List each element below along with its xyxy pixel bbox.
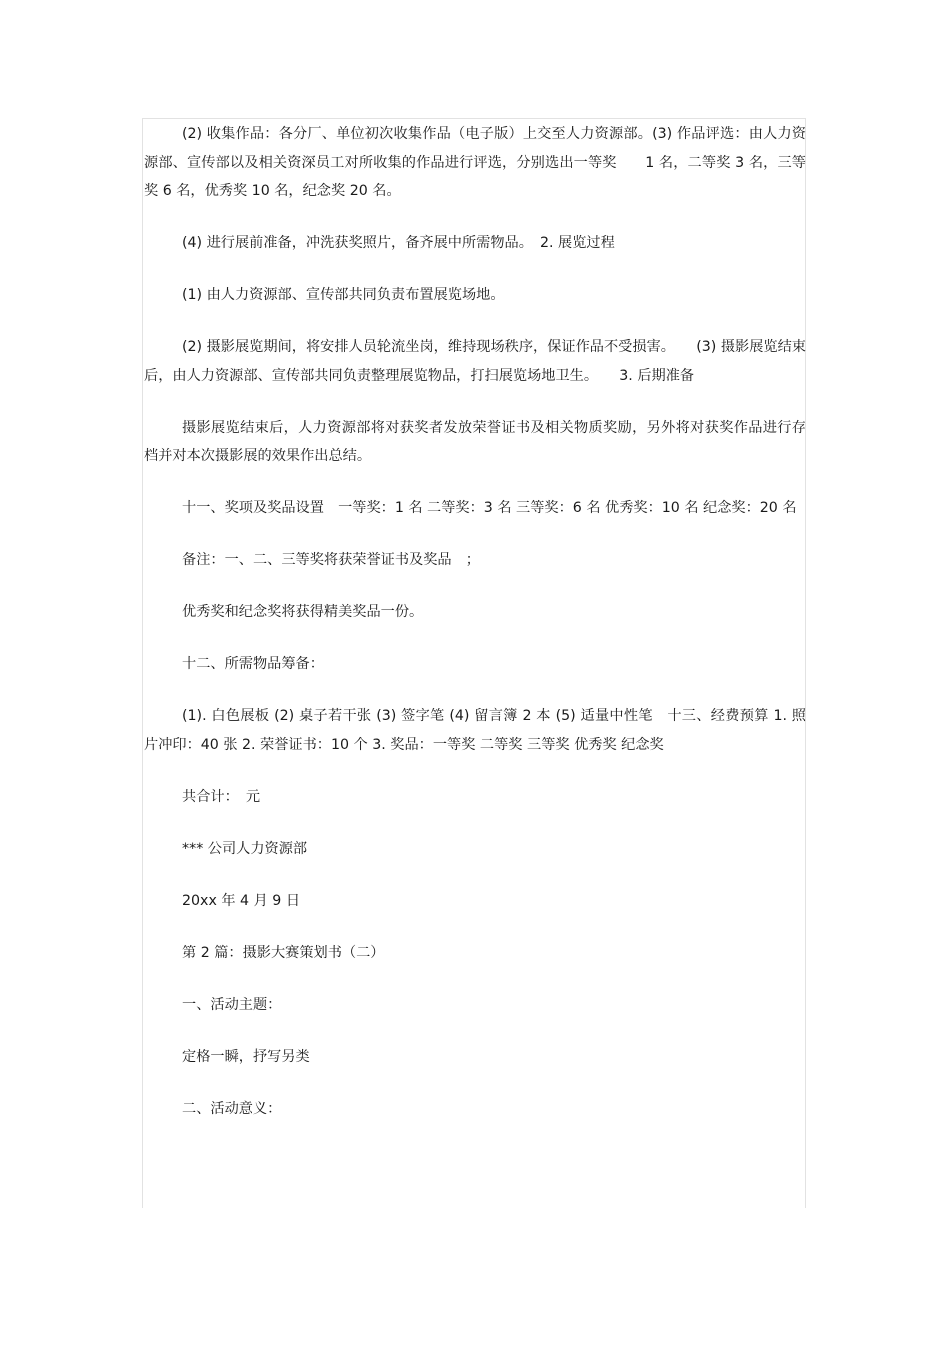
paragraph-remark-2: 优秀奖和纪念奖将获得精美奖品一份。 <box>182 604 424 620</box>
document-body <box>144 120 806 1147</box>
signature-department: *** 公司人力资源部 <box>182 840 308 857</box>
paragraph-remark: 备注：一、二、三等奖将获荣誉证书及奖品 ； <box>182 552 480 568</box>
paragraph-theme: 定格一瞬，抒写另类 <box>182 1048 310 1065</box>
paragraph-awards: 十一、奖项及奖品设置 一等奖：1 名 二等奖：3 名 三等奖：6 名 优秀奖：10 名 纪念奖：20 名 <box>182 500 797 516</box>
paragraph-total: 共合计： 元 <box>182 788 261 805</box>
paragraph-post-exhibition: 摄影展览结束后，人力资源部将对获奖者发放荣誉证书及相关物质奖励，另外将对获奖作品进行存档并对本次摄影展的效果作出总结。 <box>144 419 806 464</box>
heading-theme: 一、活动主题： <box>182 996 282 1013</box>
heading-significance: 二、活动意义： <box>182 1100 282 1117</box>
paragraph-collect-works: (2) 收集作品：各分厂、单位初次收集作品（电子版）上交至人力资源部。(3) 作品评选：由人力资源部、宣传部以及相关资深员工对所收集的作品进行评选，分别选出一等奖 1 名，二等奖 3 名，三等奖 6 名，优秀奖 10 名，纪念奖 20 名。 <box>144 126 806 199</box>
paragraph-materials-budget: (1). 白色展板 (2) 桌子若干张 (3) 签字笔 (4) 留言簿 2 本 (5) 适量中性笔 十三、经费预算 1. 照片冲印：40 张 2. 荣誉证书：10 个 3. 奖品：一等奖 二等奖 三等奖 优秀奖 纪念奖 <box>144 708 806 753</box>
paragraph-exhibition-period: (2) 摄影展览期间，将安排人员轮流坐岗，维持现场秩序，保证作品不受损害。 (3) 摄影展览结束后，由人力资源部、宣传部共同负责整理展览物品，打扫展览场地卫生。 3. 后期准备 <box>144 339 806 384</box>
paragraph-venue-setup: (1) 由人力资源部、宣传部共同负责布置展览场地。 <box>182 287 505 303</box>
heading-materials: 十二、所需物品筹备： <box>182 656 324 672</box>
signature-date: 20xx 年 4 月 9 日 <box>182 892 301 909</box>
heading-part-2: 第 2 篇：摄影大赛策划书（二） <box>182 944 385 961</box>
paragraph-preparation: (4) 进行展前准备，冲洗获奖照片，备齐展中所需物品。 2. 展览过程 <box>182 235 615 251</box>
